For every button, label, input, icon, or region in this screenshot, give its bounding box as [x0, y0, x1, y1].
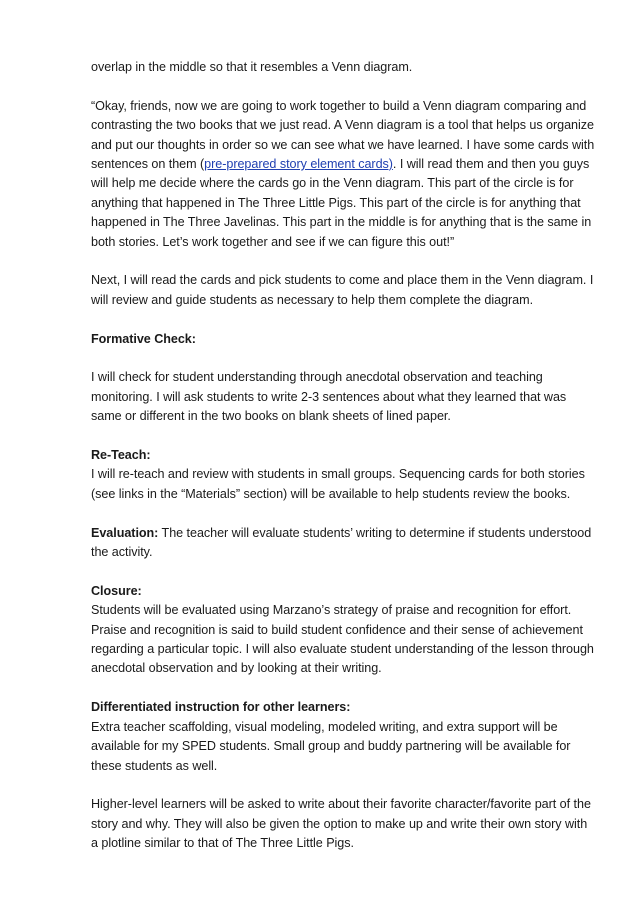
paragraph-formative-check: I will check for student understanding through anecdotal observation and teaching monitoring. I will ask students to write 2-3 sentences about what they learned that was same or different in the two books on blank sheets of lined paper. — [91, 370, 567, 424]
heading-differentiated: Differentiated instruction for other learners: — [91, 700, 351, 715]
paragraph-evaluation — [91, 524, 595, 563]
document-page — [91, 58, 595, 873]
paragraph-card-placement: Next, I will read the cards and pick students to come and place them in the Venn diagram. I will review and guide students as necessary to help them complete the diagram. — [91, 273, 594, 307]
paragraph-higher-level: Higher-level learners will be asked to write about their favorite character/favorite part of the story and why. They will also be given the option to make up and write their own story with a plotline similar to that of The Three Little Pigs. — [91, 797, 591, 851]
paragraph-differentiated: Extra teacher scaffolding, visual modeling, modeled writing, and extra support will be available for my SPED students. Small group and buddy partnering will be available for these students as well. — [91, 719, 571, 773]
section-reteach — [91, 446, 595, 504]
teacher-script-text-1: “Okay, friends, now we are going to work together to build a Venn diagram comparing and contrasting the two books that we just read. A Venn diagram is a tool that helps us organize and put our thoughts in order so we can see what we have learned. I have some cards with sentences on them ( — [91, 98, 595, 172]
section-closure — [91, 582, 595, 679]
heading-evaluation: Evaluation: — [91, 525, 159, 540]
paragraph-venn-overlap: overlap in the middle so that it resembles a Venn diagram. — [91, 60, 413, 74]
story-element-cards-link[interactable]: pre-prepared story element cards) — [204, 157, 393, 172]
heading-reteach: Re-Teach: — [91, 448, 151, 463]
paragraph-closure: Students will be evaluated using Marzano’s strategy of praise and recognition for effort. Praise and recognition is said to build student confidence and their sense of achievement regarding a particular topic. I will also evaluate student understanding of the lesson through anecdotal observation and by looking at their writing. — [91, 603, 594, 676]
section-differentiated — [91, 698, 595, 776]
paragraph-reteach: I will re-teach and review with students in small groups. Sequencing cards for both stories (see links in the “Materials” section) will be available to help students review the books. — [91, 467, 585, 501]
evaluation-text: The teacher will evaluate students’ writing to determine if students understood the activity. — [91, 525, 592, 560]
heading-closure: Closure: — [91, 583, 142, 598]
teacher-script-text-2: . I will read them and then you guys will help me decide where the cards go in the Venn diagram. This part of the circle is for anything that happened in The Three Little Pigs. This part of the circle is for anything that happened in The Three Javelinas. This part in the middle is for anything that is the same in both stories. Let’s work together and see if we can figure this out!” — [91, 157, 592, 249]
heading-formative-check: Formative Check: — [91, 331, 196, 346]
paragraph-teacher-script — [91, 97, 595, 252]
